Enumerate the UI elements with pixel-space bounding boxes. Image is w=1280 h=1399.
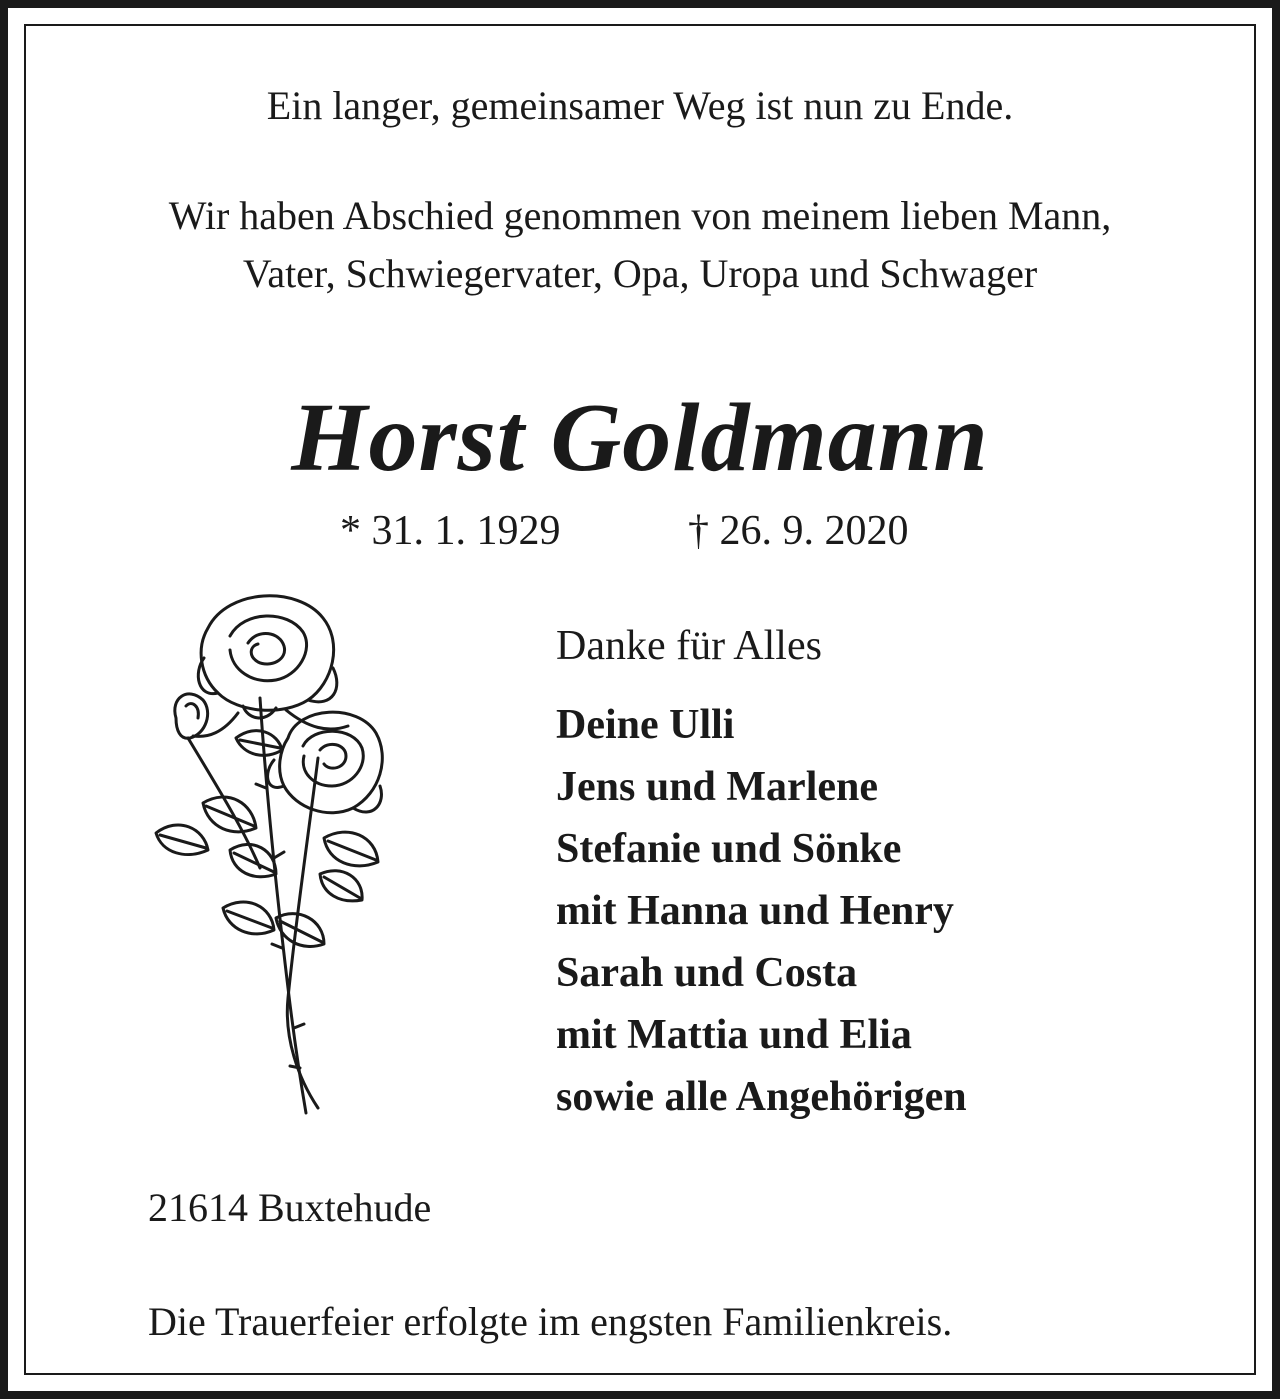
family-member: Deine Ulli [556,702,735,748]
family-member: Sarah und Costa [556,950,858,996]
family-member: mit Hanna und Henry [556,888,954,934]
death-date: † 26. 9. 2020 [688,508,909,554]
rose-illustration-icon [148,588,398,1118]
family-member: Jens und Marlene [556,764,879,810]
life-dates [0,506,1280,556]
family-member: mit Mattia und Elia [556,1012,912,1058]
deceased-name: Horst Goldmann [291,384,989,492]
family-member: Stefanie und Sönke [556,826,902,872]
city-line: 21614 Buxtehude [148,1185,432,1230]
thanks-line: Danke für Alles [556,623,822,669]
farewell-line-1: Wir haben Abschied genommen von meinem lieben Mann, [168,193,1112,238]
family-list [556,694,967,1128]
family-member: sowie alle Angehörigen [556,1074,967,1120]
birth-date: * 31. 1. 1929 [340,508,561,554]
farewell-line-2: Vater, Schwiegervater, Opa, Uropa und Schwager [242,251,1038,296]
ceremony-note: Die Trauerfeier erfolgte im engsten Familienkreis. [148,1299,953,1344]
opening-line: Ein langer, gemeinsamer Weg ist nun zu Ende. [266,83,1014,128]
